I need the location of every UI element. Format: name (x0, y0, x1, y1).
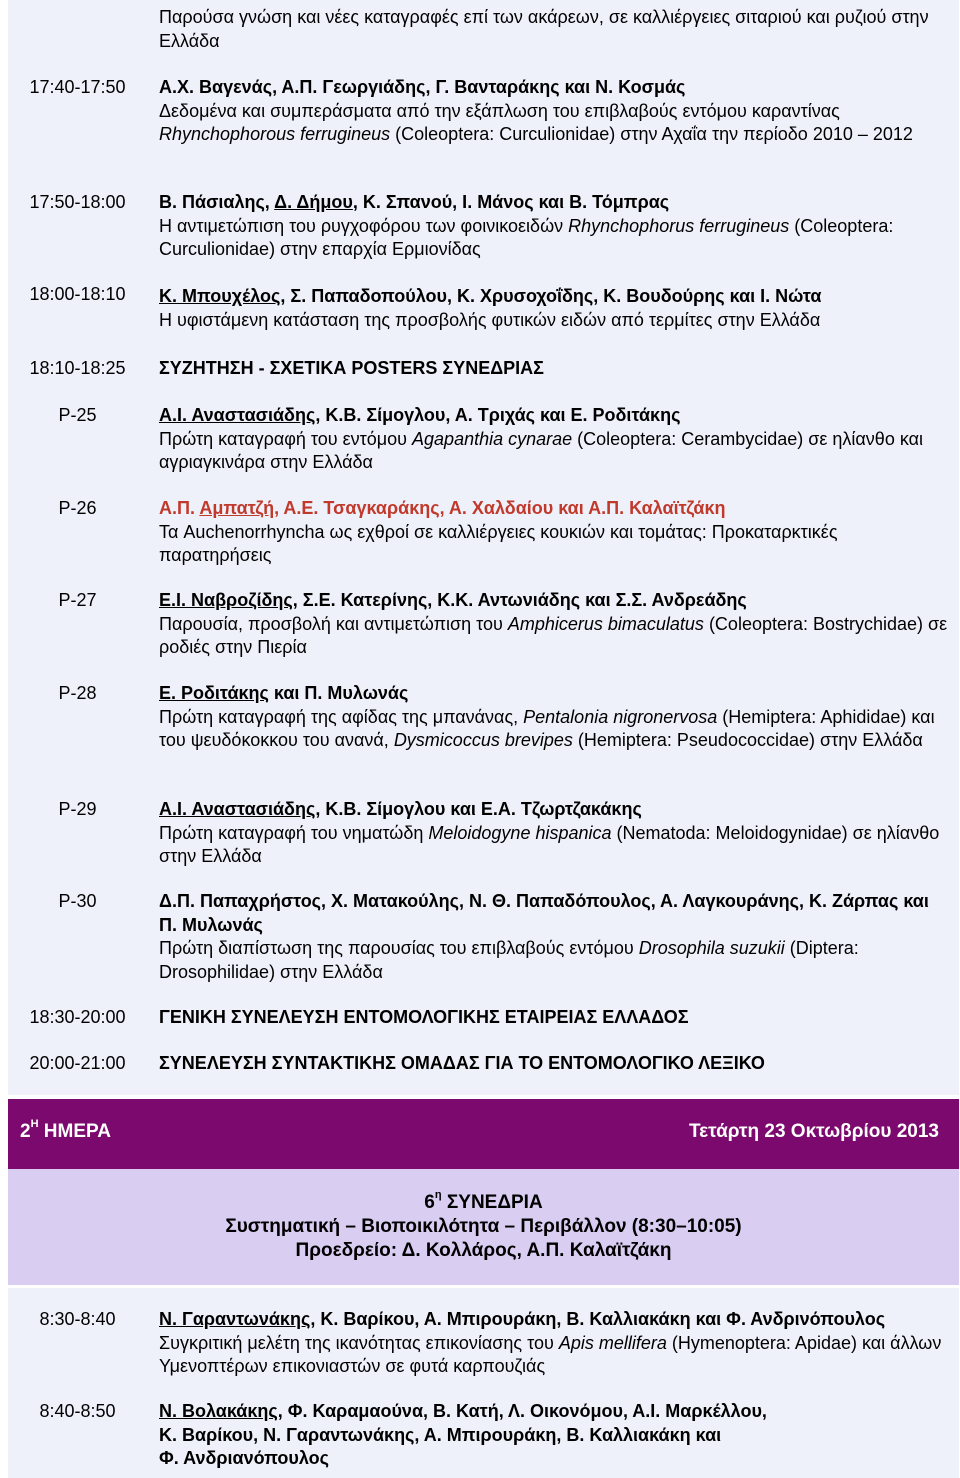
section-heading: ΓΕΝΙΚΗ ΣΥΝΕΛΕΥΣΗ ΕΝΤΟΜΟΛΟΓΙΚΗΣ ΕΤΑΙΡΕΙΑΣ ΕΛΛΑΔΟΣ (159, 1007, 689, 1027)
authors: Κ. Βαρίκου, Ν. Γαραντωνάκης, Α. Μπιρουράκη, Β. Καλλιακάκη και (159, 1424, 722, 1445)
talk-title: Συγκριτική μελέτη της ικανότητας επικονίασης του Apis mellifera (Hymenoptera: Apidae) και άλλων Υμενοπτέρων επικονιαστών σε φυτά καρπουζιάς (159, 1332, 942, 1376)
poster-title: Τα Auchenorrhyncha ως εχθροί σε καλλιέργειες κουκιών και τομάτας: Προκαταρκτικές παρατηρήσεις (159, 521, 838, 565)
poster-id: P-25 (58, 405, 97, 425)
poster-id: P-26 (58, 498, 97, 518)
time-slot: 18:00-18:10 (29, 284, 126, 304)
poster-title: Πρώτη καταγραφή του νηματώδη Meloidogyne hispanica (Nematoda: Meloidogynidae) σε ηλίανθο στην Ελλάδα (159, 822, 940, 866)
poster-id: P-28 (58, 683, 97, 703)
authors: Ε.Ι. Ναβροζίδης, Σ.Ε. Κατερίνης, Κ.Κ. Αντωνιάδης και Σ.Σ. Ανδρεάδης (159, 590, 747, 610)
talk-title: Δεδομένα και συμπεράσματα από την εξάπλωση του επιβλαβούς εντόμου καραντίνας Rhynchophorous ferrugineus (Coleoptera: Curculionidae) στην Αχαΐα την περίοδο 2010 – 2012 (159, 100, 913, 144)
authors: Α.Ι. Αναστασιάδης, Κ.Β. Σίμογλου, Α. Τριχάς και Ε. Ροδιτάκης (159, 405, 681, 425)
session-title: Συστηματική – Βιοποικιλότητα – Περιβάλλον (8:30–10:05) (225, 1216, 742, 1237)
authors: Δ.Π. Παπαχρήστος, Χ. Ματακούλης, Ν. Θ. Παπαδόπουλος, Α. Λαγκουράνης, Κ. Ζάρπας και Π. Μυλωνάς (159, 891, 929, 935)
time-slot: 20:00-21:00 (29, 1053, 126, 1073)
time-slot: 18:10-18:25 (29, 358, 126, 378)
day-banner (8, 1099, 959, 1169)
poster-id: P-30 (58, 891, 97, 911)
session-header (8, 1169, 959, 1285)
authors: Α.Ι. Αναστασιάδης, Κ.Β. Σίμογλου και Ε.Α. Τζωρτζακάκης (159, 799, 642, 819)
section-heading: ΣΥΖΗΤΗΣΗ - ΣΧΕΤΙΚΑ POSTERS ΣΥΝΕΔΡΙΑΣ (159, 358, 544, 378)
poster-title: Πρώτη διαπίστωση της παρουσίας του επιβλαβούς εντόμου Drosophila suzukii (Diptera: Drosophilidae) στην Ελλάδα (159, 938, 859, 982)
time-slot: 8:30-8:40 (39, 1309, 116, 1329)
poster-id: P-29 (58, 799, 97, 819)
authors: Ν. Βολακάκης, Φ. Καραμαούνα, Β. Κατή, Λ. Οικονόμου, Α.Ι. Μαρκέλλου, (159, 1401, 767, 1421)
poster-title: Πρώτη καταγραφή του εντόμου Agapanthia cynarae (Coleoptera: Cerambycidae) σε ηλίανθο και αγριαγκινάρα στην Ελλάδα (159, 428, 924, 472)
poster-title: Πρώτη καταγραφή της αφίδας της μπανάνας, Pentalonia nigronervosa (Hemiptera: Aphididae) και του ψευδόκοκκου του ανανά, Dysmicoccus brevipes (Hemiptera: Pseudococcidae) στην Ελλάδα (159, 706, 935, 750)
time-slot: 8:40-8:50 (39, 1401, 116, 1421)
authors: Κ. Μπουχέλος, Σ. Παπαδοπούλου, Κ. Χρυσοχοΐδης, Κ. Βουδούρης και Ι. Νώτα (159, 286, 822, 306)
talk-title: Παρούσα γνώση και νέες καταγραφές επί των ακάρεων, σε καλλιέργειες σιταριού και ρυζιού στην Ελλάδα (159, 7, 929, 51)
poster-id: P-27 (58, 590, 97, 610)
section-heading: ΣΥΝΕΛΕΥΣΗ ΣΥΝΤΑΚΤΙΚΗΣ ΟΜΑΔΑΣ ΓΙΑ ΤΟ ΕΝΤΟΜΟΛΟΓΙΚΟ ΛΕΞΙΚΟ (159, 1053, 765, 1073)
authors: Φ. Ανδριανόπουλος (159, 1448, 329, 1468)
authors: Α.Χ. Βαγενάς, Α.Π. Γεωργιάδης, Γ. Βανταράκης και Ν. Κοσμάς (159, 77, 686, 97)
authors: Β. Πάσιαλης, Δ. Δήμου, Κ. Σπανού, Ι. Μάνος και Β. Τόμπρας (159, 192, 670, 212)
authors: Ε. Ροδιτάκης και Π. Μυλωνάς (159, 683, 409, 703)
day-date: Τετάρτη 23 Οκτωβρίου 2013 (688, 1121, 939, 1142)
time-slot: 18:30-20:00 (29, 1007, 126, 1027)
poster-title: Παρουσία, προσβολή και αντιμετώπιση του Amphicerus bimaculatus (Coleoptera: Bostrychidae) σε ροδιές στην Πιερία (159, 613, 948, 657)
authors: Α.Π. Αμπατζή, Α.Ε. Τσαγκαράκης, Α. Χαλδαίου και Α.Π. Καλαϊτζάκη (159, 498, 726, 518)
talk-title: Η υφιστάμενη κατάσταση της προσβολής φυτικών ειδών από τερμίτες στην Ελλάδα (159, 309, 821, 330)
day-label: $2^H$ ΗΜΕΡΑ (20, 1118, 112, 1142)
session-number: $6^\eta$ ΣΥΝΕΔΡΙΑ (424, 1189, 543, 1213)
authors: Ν. Γαραντωνάκης, Κ. Βαρίκου, Α. Μπιρουράκη, Β. Καλλιακάκη και Φ. Ανδρινόπουλος (159, 1309, 886, 1329)
talk-title: Η αντιμετώπιση του ρυγχοφόρου των φοινικοειδών Rhynchophorus ferrugineus (Coleoptera: Curculionidae) στην επαρχία Ερμιονίδας (159, 215, 894, 259)
time-slot: 17:50-18:00 (29, 192, 126, 212)
time-slot: 17:40-17:50 (29, 77, 126, 97)
session-chairs: Προεδρείο: Δ. Κολλάρος, Α.Π. Καλαϊτζάκη (295, 1240, 672, 1261)
